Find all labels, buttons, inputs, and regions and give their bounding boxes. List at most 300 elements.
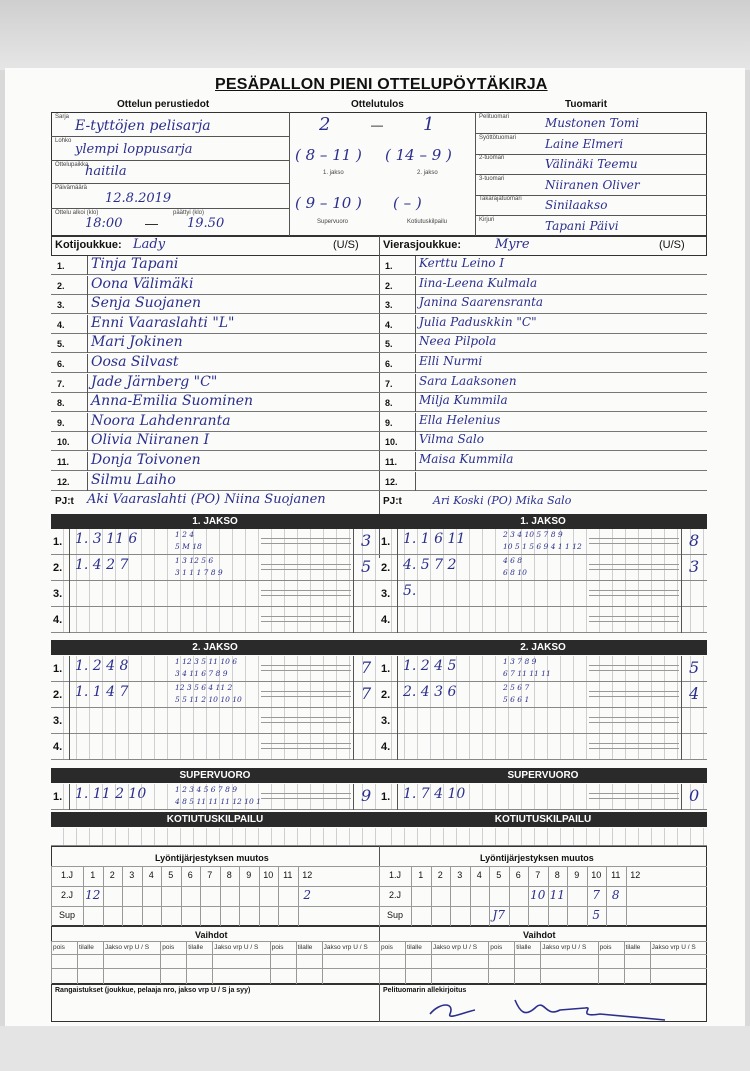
- score-line: [589, 793, 679, 794]
- grid-line: [514, 941, 515, 984]
- grid-line: [509, 866, 510, 926]
- player-number: 10.: [385, 437, 398, 448]
- run-detail-bottom: 3 4 11 6 7 8 9: [175, 669, 228, 678]
- batting-col-header: 2: [437, 870, 443, 880]
- inning-runs: 7: [361, 684, 372, 703]
- grid-line: [239, 866, 240, 926]
- score-divider: [353, 529, 354, 555]
- grid-line: [379, 906, 707, 907]
- inning-runs: 5: [361, 557, 372, 576]
- grid-line: [51, 886, 379, 887]
- grid-line: [405, 941, 406, 984]
- score-line: [589, 543, 679, 544]
- player-name: Olivia Niiranen I: [91, 432, 210, 449]
- score-divider: [681, 607, 682, 633]
- period2-score: ( 14 – 9 ): [385, 146, 452, 164]
- grid-line: [379, 941, 707, 942]
- grid-line: [77, 941, 78, 984]
- roster-row: [51, 452, 379, 471]
- home-p2-inning: [51, 734, 379, 760]
- inning-number: 4.: [381, 614, 391, 626]
- section-bar: KOTIUTUSKILPAILU: [379, 812, 707, 827]
- subs-col-header: Jakso vrp U / S: [433, 944, 478, 951]
- away-p1-inning: [379, 581, 707, 607]
- batting-sequence: 1. 4 2 7: [75, 557, 129, 573]
- score-divider: [353, 708, 354, 734]
- score-divider: [353, 682, 354, 708]
- batting-sequence: 2. 4 3 6: [403, 684, 457, 700]
- home-pj-label: PJ:t: [55, 496, 74, 507]
- subs-col-header: pois: [271, 944, 284, 951]
- section-bar: 1. JAKSO: [379, 514, 707, 529]
- home-team-name: Lady: [133, 237, 166, 252]
- player-name: Enni Vaaraslahti "L": [91, 314, 235, 331]
- subs-col-header: pois: [53, 944, 65, 951]
- home-score: 2: [319, 114, 331, 135]
- player-number: 12.: [57, 476, 70, 487]
- inning-number: 1.: [381, 663, 391, 675]
- referee-role-label: Syöttötuomari: [479, 134, 517, 141]
- player-number: 5.: [57, 339, 65, 350]
- grid-line: [431, 941, 432, 984]
- referee-signature: [425, 992, 675, 1024]
- score-line: [589, 798, 679, 799]
- roster-divider: [415, 432, 416, 451]
- score-divider: [681, 529, 682, 555]
- batting-change-value: 12: [85, 888, 101, 902]
- batting-col-header: 9: [574, 870, 580, 880]
- score-line: [261, 717, 351, 718]
- player-name: Elli Nurmi: [419, 354, 483, 368]
- batting-col-header: 4: [148, 870, 154, 880]
- roster-row: [379, 354, 707, 373]
- inning-divider: [397, 734, 398, 760]
- grid-line: [160, 941, 161, 984]
- score-line: [589, 691, 679, 692]
- player-number: 11.: [385, 457, 398, 467]
- grid-line: [624, 941, 625, 984]
- inning-divider: [69, 734, 70, 760]
- inning-runs: 8: [689, 531, 700, 550]
- inning-runs: 7: [361, 658, 372, 677]
- roster-divider: [415, 295, 416, 314]
- roster-divider: [415, 413, 416, 432]
- roster-row: [379, 374, 707, 393]
- inning-number: 1.: [53, 791, 63, 803]
- inning-divider: [69, 682, 70, 708]
- home-team-label: Kotijoukkue:: [55, 239, 122, 251]
- score-divider: [681, 682, 682, 708]
- inning-number: 1.: [381, 791, 391, 803]
- away-p2-inning: [379, 682, 707, 708]
- player-number: 11.: [57, 457, 70, 467]
- grid-line: [51, 941, 52, 984]
- inning-divider: [397, 607, 398, 633]
- grid-line: [278, 866, 279, 926]
- home-p2-inning: [51, 682, 379, 708]
- home-batting-title: Lyöntijärjestyksen muutos: [155, 853, 269, 863]
- grid-line: [186, 941, 187, 984]
- venue-value: haitila: [85, 164, 127, 179]
- run-detail-bottom: 5 M 18: [175, 542, 202, 551]
- subs-col-header: pois: [162, 944, 175, 951]
- score-line: [261, 616, 351, 617]
- referee-role-label: 3-tuomari: [479, 175, 505, 182]
- inning-divider: [69, 581, 70, 607]
- player-number: 7.: [57, 378, 65, 389]
- batting-col-header: 11: [611, 870, 621, 880]
- score-line: [589, 590, 679, 591]
- grid-line: [379, 954, 707, 955]
- player-number: 6.: [57, 359, 65, 369]
- penalties-label: Rangaistukset (joukkue, pelaaja nro, jakso vrp U / S ja syy): [55, 987, 251, 994]
- score-divider: [353, 656, 354, 682]
- score-divider: [681, 734, 682, 760]
- end-value: 19.50: [187, 216, 225, 231]
- super-label: Supervuoro: [317, 219, 349, 225]
- player-name: Milja Kummila: [419, 393, 508, 408]
- player-number: 9.: [57, 417, 65, 428]
- player-number: 4.: [385, 319, 393, 330]
- batting-change-value: J7: [492, 908, 505, 922]
- grid-line: [379, 941, 380, 984]
- roster-row: [51, 295, 379, 314]
- date-value: 12.8.2019: [105, 191, 172, 206]
- roster-divider: [415, 315, 416, 334]
- roster-row: [379, 315, 707, 334]
- score-line: [261, 798, 351, 799]
- home-pj-value: Aki Vaaraslahti (PO) Niina Suojanen: [87, 492, 326, 507]
- page-title: PESÄPALLON PIENI OTTELUPÖYTÄKIRJA: [215, 76, 548, 93]
- roster-row: [51, 393, 379, 412]
- player-number: 1.: [385, 261, 393, 271]
- grid-line: [540, 941, 541, 984]
- grid-line: [296, 941, 297, 984]
- series-label: Sarja: [55, 114, 70, 120]
- player-number: 12.: [385, 476, 398, 487]
- away-p1-inning: [379, 555, 707, 581]
- photo-background-bottom: [0, 1026, 750, 1071]
- grid-line: [220, 866, 221, 926]
- score-divider: [353, 784, 354, 810]
- roster-divider: [415, 393, 416, 412]
- grid-line: [270, 941, 271, 984]
- batting-sequence: 1. 11 2 10: [75, 786, 147, 802]
- score-line: [589, 748, 679, 749]
- batting-row-header: 2.J: [60, 890, 73, 900]
- subs-col-header: pois: [490, 944, 503, 951]
- roster-row: [51, 256, 379, 275]
- section-bar: 1. JAKSO: [51, 514, 379, 529]
- score-line: [589, 722, 679, 723]
- referee-divider: [475, 174, 707, 175]
- batting-col-header: 7: [207, 870, 213, 880]
- inning-runs: 3: [361, 531, 372, 550]
- away-score: 1: [423, 114, 435, 135]
- photo-background: [0, 0, 750, 70]
- grid-line: [181, 866, 182, 926]
- inning-number: 2.: [53, 689, 63, 701]
- score-line: [589, 595, 679, 596]
- batting-col-header: 10: [263, 870, 274, 880]
- inning-divider: [397, 656, 398, 682]
- away-p1-inning: [379, 529, 707, 555]
- batting-col-header: 5: [496, 870, 502, 880]
- roster-divider: [87, 452, 88, 471]
- inning-divider: [69, 529, 70, 555]
- inning-number: 2.: [381, 562, 391, 574]
- inning-number: 3.: [53, 715, 63, 727]
- run-detail-bottom: 6 8 10: [503, 568, 527, 577]
- score-line: [261, 590, 351, 591]
- roster-divider: [87, 256, 88, 275]
- run-detail-bottom: 6 7 11 11 11: [503, 669, 551, 678]
- run-detail-bottom: 5 5 11 2 10 10 10: [175, 695, 242, 704]
- inning-number: 4.: [53, 741, 63, 753]
- player-number: 3.: [385, 300, 393, 311]
- score-line: [589, 538, 679, 539]
- grid-line: [411, 866, 412, 926]
- score-line: [261, 722, 351, 723]
- batting-sequence: 1. 7 4 10: [403, 786, 466, 802]
- home-us: (U/S): [333, 239, 359, 251]
- inning-divider: [69, 708, 70, 734]
- scoresheet-paper: [5, 68, 745, 1026]
- run-detail-top: 4 6 8: [503, 556, 523, 565]
- player-number: 4.: [57, 319, 65, 330]
- score-divider: [681, 708, 682, 734]
- player-name: Silmu Laiho: [91, 471, 176, 488]
- batting-change-value: 10: [530, 888, 546, 902]
- inning-number: 2.: [381, 689, 391, 701]
- roster-divider: [87, 334, 88, 353]
- away-pj-value: Ari Koski (PO) Mika Salo: [433, 494, 572, 507]
- batting-sequence: 5.: [403, 583, 417, 599]
- run-detail-top: 2 5 6 7: [503, 683, 530, 692]
- grid-line: [470, 866, 471, 926]
- score-divider: [681, 784, 682, 810]
- referee-role-label: 2-tuomari: [479, 155, 505, 161]
- away-p2-inning: [379, 734, 707, 760]
- batting-sequence: 1. 2 4 5: [403, 658, 457, 674]
- player-name: Sara Laaksonen: [419, 373, 517, 388]
- score-line: [261, 595, 351, 596]
- referee-role-label: Pelituomari: [479, 114, 510, 120]
- score-line: [589, 696, 679, 697]
- score-line: [589, 665, 679, 666]
- roster-divider: [415, 354, 416, 373]
- roster-divider: [87, 413, 88, 432]
- batting-row-header: Sup: [386, 910, 403, 920]
- player-name: Mari Jokinen: [91, 334, 183, 351]
- roster-row: [379, 452, 707, 471]
- roster-divider: [415, 374, 416, 393]
- referee-name: Laine Elmeri: [545, 136, 624, 151]
- grid-line: [51, 866, 379, 867]
- grid-line: [51, 968, 379, 969]
- player-number: 7.: [385, 378, 393, 389]
- referee-name: Välinäki Teemu: [545, 157, 638, 171]
- batting-row-header: 2.J: [388, 890, 401, 900]
- batting-col-header: 1: [90, 870, 96, 880]
- inning-runs: 5: [689, 658, 700, 677]
- section-bar: KOTIUTUSKILPAILU: [51, 812, 379, 827]
- player-name: Julia Paduskkin "C": [419, 314, 537, 329]
- score-line: [589, 569, 679, 570]
- run-detail-top: 12 3 5 6 4 11 2: [175, 683, 233, 692]
- score-line: [589, 616, 679, 617]
- roster-divider: [415, 334, 416, 353]
- inning-divider: [69, 784, 70, 810]
- roster-divider: [87, 374, 88, 393]
- referee-name: Sinilaakso: [545, 198, 608, 212]
- subs-col-header: tilalle: [516, 944, 532, 951]
- batting-sequence: 1. 1 4 7: [75, 684, 129, 700]
- roster-row: [379, 256, 707, 275]
- roster-divider: [87, 276, 88, 295]
- away-subs-title: Vaihdot: [523, 930, 556, 940]
- grid-line: [379, 886, 707, 887]
- referee-name: Niiranen Oliver: [545, 177, 640, 192]
- score-line: [261, 793, 351, 794]
- roster-row: [51, 315, 379, 334]
- batting-col-header: 6: [515, 870, 521, 880]
- batting-col-header: 4: [476, 870, 482, 880]
- score-line: [589, 670, 679, 671]
- roster-divider: [415, 452, 416, 471]
- inning-number: 1.: [53, 536, 63, 548]
- roster-divider: [415, 276, 416, 295]
- grid-line: [379, 968, 707, 969]
- batting-change-value: 5: [592, 908, 601, 922]
- subs-col-header: Jakso vrp U / S: [651, 944, 696, 951]
- inning-number: 4.: [53, 614, 63, 626]
- roster-row: [51, 413, 379, 432]
- grid-line: [200, 866, 201, 926]
- player-name: Jade Järnberg "C": [91, 373, 218, 390]
- referee-role-label: Kirjuri: [479, 216, 495, 223]
- home-p2-inning: [51, 708, 379, 734]
- score-divider: [353, 734, 354, 760]
- roster-row: [379, 413, 707, 432]
- subs-col-header: tilalle: [297, 944, 313, 951]
- score-divider: [353, 555, 354, 581]
- home-p1-inning: [51, 529, 379, 555]
- grid-line: [259, 866, 260, 926]
- roster-row: [51, 334, 379, 353]
- score-line: [589, 621, 679, 622]
- inning-number: 4.: [381, 741, 391, 753]
- homerun-label: Kotiutuskilpailu: [407, 219, 448, 225]
- score-divider: [353, 581, 354, 607]
- player-name: Neea Pilpola: [419, 334, 497, 349]
- inning-number: 2.: [53, 562, 63, 574]
- grid-line: [322, 941, 323, 984]
- subs-col-header: pois: [599, 944, 612, 951]
- grid-line: [488, 941, 489, 984]
- inning-divider: [397, 682, 398, 708]
- signature-label: Pelituomarin allekirjoitus: [383, 987, 467, 994]
- player-number: 8.: [385, 398, 393, 409]
- away-us: (U/S): [659, 239, 685, 251]
- player-number: 9.: [385, 417, 393, 428]
- roster-divider: [87, 432, 88, 451]
- batting-col-header: 1.J: [388, 870, 401, 880]
- subs-col-header: tilalle: [79, 944, 94, 951]
- inning-divider: [397, 708, 398, 734]
- referee-divider: [475, 154, 707, 155]
- section-result: Ottelutulos: [351, 99, 404, 110]
- section-basic-info: Ottelun perustiedot: [117, 99, 210, 110]
- subs-col-header: tilalle: [625, 944, 641, 951]
- inning-divider: [69, 555, 70, 581]
- inning-divider: [69, 607, 70, 633]
- batting-col-header: 2: [109, 870, 115, 880]
- player-name: Ella Helenius: [419, 412, 501, 427]
- away-batting-title: Lyöntijärjestyksen muutos: [480, 853, 594, 863]
- score-line: [261, 538, 351, 539]
- score-line: [261, 748, 351, 749]
- inning-divider: [397, 555, 398, 581]
- roster-divider: [87, 315, 88, 334]
- inning-divider: [397, 784, 398, 810]
- score-line: [589, 717, 679, 718]
- inning-runs: 0: [689, 786, 700, 805]
- player-number: 1.: [57, 261, 65, 271]
- start-label: Ottelu alkoi (klo): [55, 210, 99, 216]
- section-bar: SUPERVUORO: [51, 768, 379, 783]
- batting-col-header: 3: [129, 870, 135, 880]
- player-number: 10.: [57, 437, 70, 448]
- roster-divider: [87, 393, 88, 412]
- score-line: [261, 696, 351, 697]
- section-bar: 2. JAKSO: [379, 640, 707, 655]
- grid-line: [51, 906, 379, 907]
- roster-row: [51, 432, 379, 451]
- inning-number: 3.: [381, 588, 391, 600]
- score-line: [261, 543, 351, 544]
- grid-line: [450, 866, 451, 926]
- inning-runs: 9: [361, 786, 372, 805]
- roster-row: [379, 295, 707, 314]
- inning-runs: 4: [689, 684, 700, 703]
- away-pj-label: PJ:t: [383, 496, 402, 507]
- date-label: Päivämäärä: [55, 185, 88, 191]
- grid-line: [142, 866, 143, 926]
- homerun-score: ( – ): [393, 194, 422, 212]
- grid-line: [431, 866, 432, 926]
- away-p1-inning: [379, 607, 707, 633]
- grid-line: [103, 866, 104, 926]
- roster-row: [379, 432, 707, 451]
- referee-role-label: Takarajatuomari: [479, 196, 522, 202]
- player-name: Donja Toivonen: [91, 452, 201, 468]
- batting-sequence: 1. 1 6 11: [403, 531, 466, 547]
- home-p1-inning: [51, 607, 379, 633]
- run-detail-bottom: 4 8 5 11 11 11 12 10 1: [175, 797, 261, 806]
- player-number: 2.: [57, 280, 65, 291]
- series-value: E-tyttöjen pelisarja: [75, 118, 211, 134]
- batting-change-value: 7: [592, 888, 601, 902]
- roster-row: [379, 276, 707, 295]
- away-p2-inning: [379, 656, 707, 682]
- batting-col-header: 1: [418, 870, 424, 880]
- referee-name: Tapani Päivi: [545, 218, 619, 233]
- score-line: [589, 743, 679, 744]
- inning-number: 1.: [53, 663, 63, 675]
- player-name: Tinja Tapani: [91, 256, 179, 272]
- section-bar: 2. JAKSO: [51, 640, 379, 655]
